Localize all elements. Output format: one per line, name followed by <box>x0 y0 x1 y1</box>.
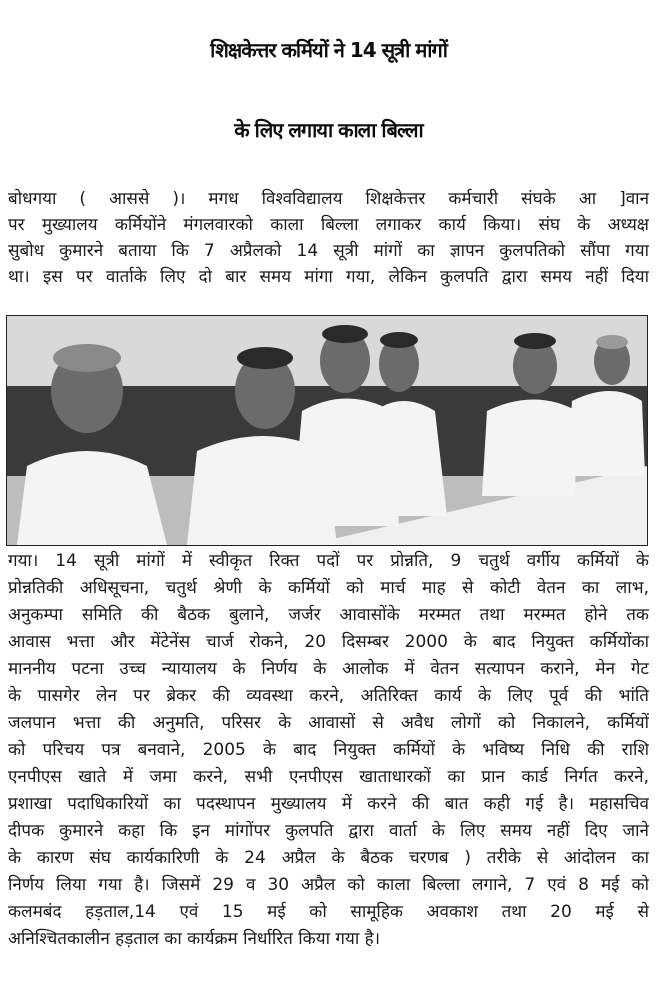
article-line: निर्णय लिया गया है। जिसमें 29 व 30 अप्रैल को काला बिल्ला लगाने, 7 एवं 8 मई को <box>8 875 649 895</box>
article-line: के पासगेर लेन पर ब्रेकर की व्यवस्था करने, अतिरिक्त कार्य के लिए पूर्व की भांति <box>8 686 649 706</box>
article-line: जलपान भत्ता की अनुमति, परिसर के आवासों से अवैध लोगों को निकालने, कर्मियों <box>8 713 649 733</box>
article-line: अनुकम्पा समिति की बैठक बुलाने, जर्जर आवासोंके मरम्मत तथा मरम्मत होने तक <box>8 605 649 625</box>
article-line: को परिचय पत्र बनवाने, 2005 के बाद नियुक्त कर्मियों के भविष्य निधि की राशि <box>8 740 649 760</box>
headline-line-1: शिक्षकेत्तर कर्मियों ने 14 सूत्री मांगों <box>210 38 447 62</box>
article-line: के कारण संघ कार्यकारिणी के 24 अप्रैल के बैठक चरणब ) तरीके से आंदोलन का <box>8 848 649 868</box>
article-line: दीपक कुमारने कहा कि इन मांगोंपर कुलपति द्वारा वार्ता के लिए समय नहीं दिए जाने <box>8 821 649 841</box>
news-photo <box>6 315 648 546</box>
article-line: सुबोध कुमारने बताया कि 7 अप्रैलको 14 सूत्री मांगों का ज्ञापन कुलपतिको सौंपा गया <box>8 241 649 261</box>
article-line: आवास भत्ता और मेंटेनेंस चार्ज रोकने, 20 दिसम्बर 2000 के बाद नियुक्त कर्मियोंका <box>8 632 649 652</box>
article-line: प्रोन्नतिकी अधिसूचना, चतुर्थ श्रेणी के कर्मियों को मार्च माह से कोटी वेतन का लाभ, <box>8 578 649 598</box>
article-line: गया। 14 सूत्री मांगों में स्वीकृत रिक्त पदों पर प्रोन्नति, 9 चतुर्थ वर्गीय कर्मियों के <box>8 551 649 571</box>
article-line: एनपीएस खाते में जमा करने, सभी एनपीएस खाताधारकों का प्रान कार्ड निर्गत करने, <box>8 767 649 787</box>
headline-line-2: के लिए लगाया काला बिल्ला <box>234 118 423 142</box>
group-photo-illustration <box>7 316 647 545</box>
article-line: बोधगया ( आससे )। मगध विश्वविद्यालय शिक्षकेत्तर कर्मचारी संघके आ ]वान <box>8 189 649 209</box>
article-line: था। इस पर वार्ताके लिए दो बार समय मांगा गया, लेकिन कुलपति द्वारा समय नहीं दिया <box>8 267 649 287</box>
article-line: प्रशाखा पदाधिकारियों का पदस्थापन मुख्यालय में करने की बात कही गई है। महासचिव <box>8 794 649 814</box>
article-line: माननीय पटना उच्च न्यायालय के निर्णय के आलोक में वेतन सत्यापन कराने, मेन गेट <box>8 659 649 679</box>
article-line: कलमबंद हड़ताल,14 एवं 15 मई को सामूहिक अवकाश तथा 20 मई से <box>8 902 649 922</box>
article-line: पर मुख्यालय कर्मियोंने मंगलवारको काला बिल्ला लगाकर कार्य किया। संघ के अध्यक्ष <box>8 215 649 235</box>
article-line: अनिश्चितकालीन हड़ताल का कार्यक्रम निर्धारित किया गया है। <box>8 929 381 949</box>
